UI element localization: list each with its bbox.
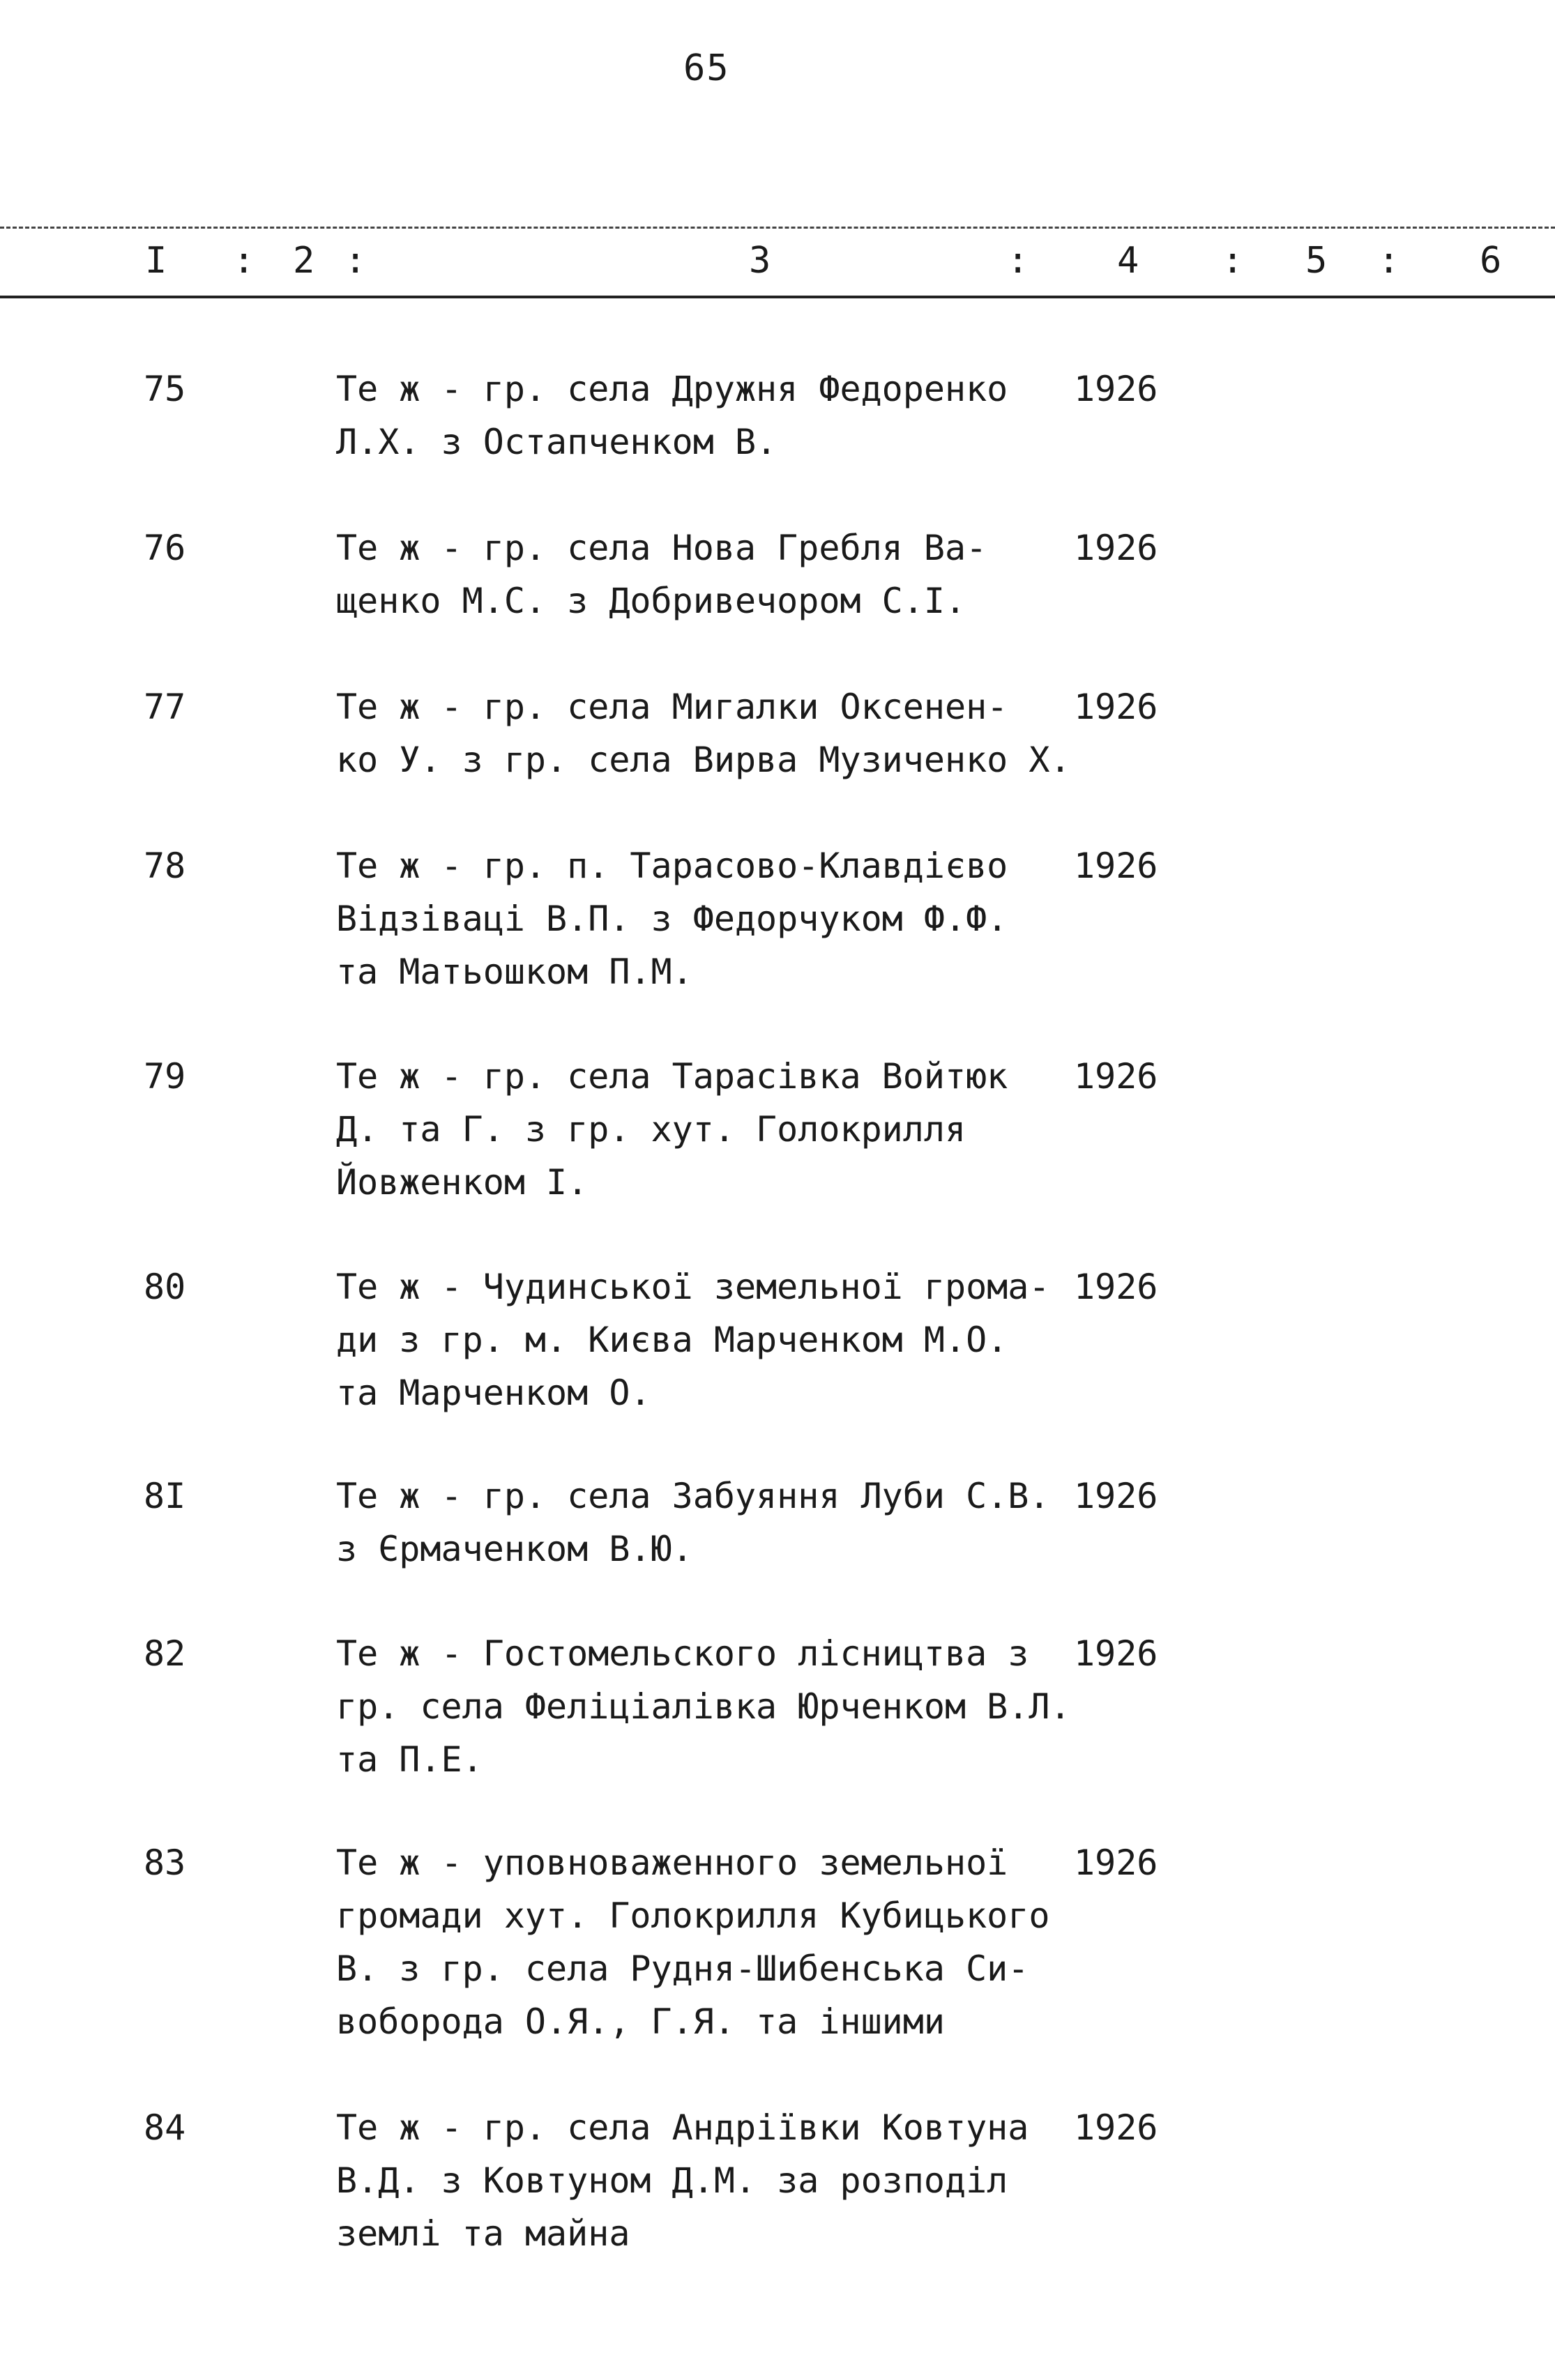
entry-number: 78 — [144, 846, 186, 886]
column-header-2: 2 — [293, 240, 315, 282]
entry-line: Йовженком І. — [336, 1162, 589, 1203]
entry-year: 1926 — [1074, 1633, 1158, 1674]
entry-line: Те ж - гр. села Забуяння Луби С.В. — [336, 1476, 1050, 1516]
entry-year: 1926 — [1074, 528, 1158, 568]
entry-year: 1926 — [1074, 687, 1158, 727]
entry-line: Те ж - гр. села Андріївки Ковтуна — [336, 2107, 1029, 2148]
entry-number: 79 — [144, 1056, 186, 1097]
page-number: 65 — [683, 47, 730, 89]
entry-line: землі та майна — [336, 2213, 630, 2254]
entry-number: 83 — [144, 1843, 186, 1883]
entry-number: 80 — [144, 1267, 186, 1307]
entry-description — [336, 521, 1124, 627]
entry-line: Те ж - уповноваженного земельної — [336, 1843, 1008, 1883]
entry-description — [336, 1470, 1124, 1576]
entry-line: Відзіваці В.П. з Федорчуком Ф.Ф. — [336, 899, 1008, 939]
entry-line: та П.Е. — [336, 1739, 483, 1780]
column-separator: : — [1222, 240, 1244, 282]
entry-line: Те ж - Чудинської земельної грома- — [336, 1267, 1050, 1307]
entry-description — [336, 2101, 1124, 2260]
entry-line: громади хут. Голокрилля Кубицького — [336, 1895, 1050, 1936]
column-separator: : — [1378, 240, 1400, 282]
column-header-6: 6 — [1480, 240, 1502, 282]
entry-line: Те ж - гр. п. Тарасово-Клавдієво — [336, 846, 1008, 886]
entry-line: Те ж - Гостомельского лісництва з — [336, 1633, 1029, 1674]
entry-description — [336, 1836, 1124, 2048]
entry-year: 1926 — [1074, 1476, 1158, 1516]
entry-line: ко У. з гр. села Вирва Музиченко Х. — [336, 740, 1071, 780]
entry-year: 1926 — [1074, 846, 1158, 886]
entry-line: ди з гр. м. Києва Марченком М.О. — [336, 1320, 1008, 1360]
entry-year: 1926 — [1074, 1843, 1158, 1883]
column-header-5: 5 — [1305, 240, 1328, 282]
entry-description — [336, 839, 1124, 998]
table-top-rule — [0, 227, 1555, 229]
entry-line: Те ж - гр. села Нова Гребля Ва- — [336, 528, 987, 568]
entry-line: та Матьошком П.М. — [336, 952, 693, 992]
entries-list — [0, 363, 1555, 2314]
entry-line: щенко М.С. з Добривечором С.І. — [336, 581, 966, 621]
entry-description — [336, 1050, 1124, 1209]
entry-line: гр. села Феліціалівка Юрченком В.Л. — [336, 1686, 1071, 1727]
column-header-4: 4 — [1117, 240, 1139, 282]
entry-number: 84 — [144, 2107, 186, 2148]
entry-year: 1926 — [1074, 369, 1158, 409]
column-header-3: 3 — [749, 240, 771, 282]
entry-number: 8I — [144, 1476, 186, 1516]
entry-number: 76 — [144, 528, 186, 568]
entry-line: В.Д. з Ковтуном Д.М. за розподіл — [336, 2160, 1008, 2201]
entry-line: Д. та Г. з гр. хут. Голокрилля — [336, 1109, 966, 1150]
entry-line: Те ж - гр. села Дружня Федоренко — [336, 369, 1008, 409]
entry-line: з Єрмаченком В.Ю. — [336, 1529, 693, 1569]
entry-number: 75 — [144, 369, 186, 409]
entry-line: Л.Х. з Остапченком В. — [336, 422, 778, 462]
column-separator: : — [344, 240, 367, 282]
entry-line: та Марченком О. — [336, 1373, 651, 1413]
entry-line: воборода О.Я., Г.Я. та іншими — [336, 2001, 945, 2042]
entry-description — [336, 363, 1124, 468]
column-header-1: I — [145, 240, 167, 282]
column-separator: : — [233, 240, 255, 282]
entry-year: 1926 — [1074, 2107, 1158, 2148]
entry-year: 1926 — [1074, 1267, 1158, 1307]
entry-number: 77 — [144, 687, 186, 727]
entry-year: 1926 — [1074, 1056, 1158, 1097]
entry-line: В. з гр. села Рудня-Шибенська Си- — [336, 1948, 1029, 1989]
table-header — [0, 240, 1555, 289]
entry-line: Те ж - гр. села Тарасівка Войтюк — [336, 1056, 1008, 1097]
entry-number: 82 — [144, 1633, 186, 1674]
entry-description — [336, 1627, 1124, 1786]
entry-line: Те ж - гр. села Мигалки Оксенен- — [336, 687, 1008, 727]
entry-description — [336, 680, 1124, 786]
column-separator: : — [1007, 240, 1029, 282]
entry-description — [336, 1260, 1124, 1419]
table-header-rule — [0, 296, 1555, 298]
